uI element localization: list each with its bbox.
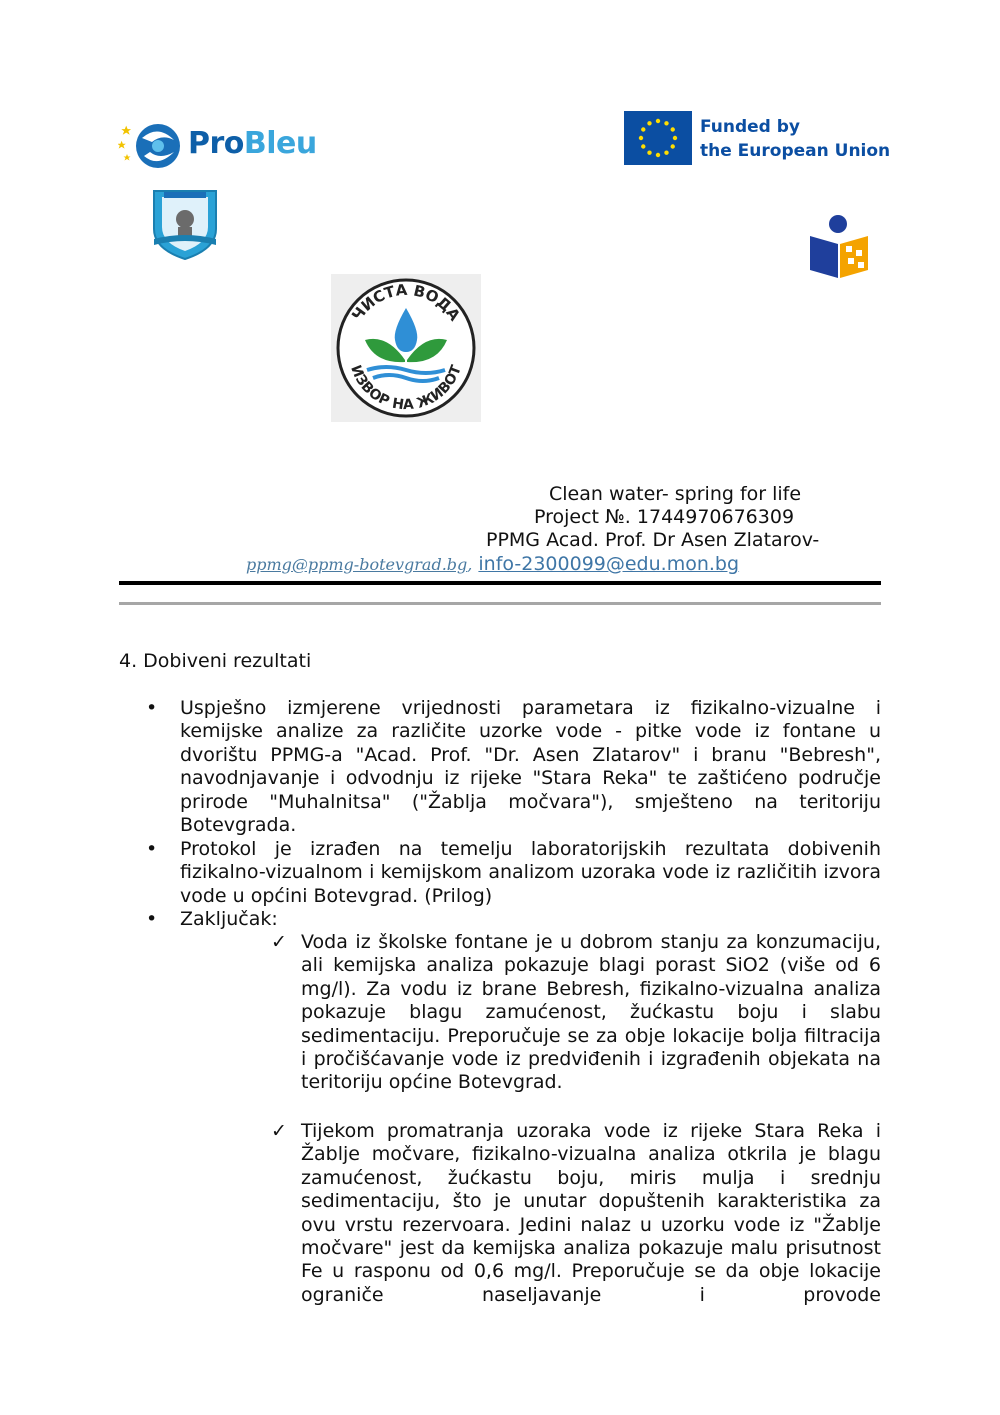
eu-flag-icon	[624, 111, 692, 165]
eu-star-icon	[641, 144, 645, 148]
section-heading: 4. Dobiveni rezultati	[119, 650, 312, 672]
education-emblem-icon	[808, 214, 874, 280]
probleu-pro-text: Pro	[188, 126, 244, 161]
clean-water-logo	[331, 274, 481, 422]
checkmark-icon: ✓	[271, 1120, 287, 1142]
conclusion-item-fountain-dam: Voda iz školske fontane je u dobrom stanju za konzumaciju, ali kemijska analiza pokazuje blagi porast SiO2 (više od 6 mg/l). Za vodu iz brane Bebresh, fizikalno-vizualna analiza pokazuje blagu zamućenost, žućkastu boju i slabu sedimentaciju. Preporučuje se za obje lokacije bolja filtracija i pročišćavanje vode iz predviđenih i izgrađenih objekata na teritoriju općine Botevgrad.	[301, 931, 881, 1094]
eu-star-icon	[647, 151, 651, 155]
email-link-ppmg[interactable]: ppmg@ppmg-botevgrad.bg	[246, 555, 468, 574]
eu-star-icon	[664, 121, 668, 125]
eu-funding-line1: Funded by	[700, 117, 801, 137]
eu-funding-label	[700, 115, 890, 163]
email-separator: ,	[467, 555, 473, 574]
project-number: Project №. 1744970676309	[534, 506, 795, 528]
bullet-item-measurements: Uspješno izmjerene vrijednosti parametara iz fizikalno-vizualne i kemijske analize za različite uzorke vode - pitke vode iz fontane u dvorištu PPMG-a "Acad. Prof. "Dr. Asen Zlatarov" i branu "Bebresh", navodnjavanje i odvodnju iz rijeke "Stara Reka" te zaštićeno područje prirode "Muhalnitsa" ("Žablja močvara"), smješteno na teritoriju Botevgrada.	[180, 697, 881, 837]
header-divider-gray	[119, 602, 881, 605]
eu-star-icon	[664, 151, 668, 155]
eu-star-icon	[671, 144, 675, 148]
water-logo-top-text: ЧИСТА ВОДА	[348, 280, 464, 325]
checkmark-icon: ✓	[271, 931, 287, 953]
probleu-wordmark	[188, 126, 317, 161]
header-divider-black	[119, 581, 881, 585]
eu-star-icon	[656, 119, 660, 123]
eu-star-icon	[671, 127, 675, 131]
bullet-icon: •	[146, 908, 158, 930]
bullet-icon: •	[146, 838, 158, 860]
contact-emails	[246, 553, 739, 576]
school-crest-icon	[150, 183, 220, 261]
bullet-item-conclusion: Zaključak:	[180, 908, 278, 930]
eu-star-icon	[639, 136, 643, 140]
email-link-info[interactable]: info-2300099@edu.mon.bg	[478, 553, 740, 575]
probleu-bleu-text: Bleu	[243, 126, 317, 161]
conclusion-item-river-marsh: Tijekom promatranja uzoraka vode iz rijeke Stara Reka i Žablje močvare, fizikalno-vizualna analiza otkrila je blagu zamućenost, žućkastu boju, miris mulja i srednju sedimentaciju, što je unutar dopuštenih karakteristika za ovu vrstu rezervoara. Jedini nalaz u uzorku vode iz "Žablje močvare" jest da kemijska analiza pokazuje malu prisutnost Fe u rasponu od 0,6 mg/l. Preporučuje se da obje lokacije ograniče naseljavanje i provode	[301, 1120, 881, 1306]
eu-star-icon	[641, 127, 645, 131]
project-title: Clean water- spring for life	[549, 483, 802, 505]
eu-star-icon	[673, 136, 677, 140]
school-name: PPMG Acad. Prof. Dr Asen Zlatarov-	[486, 529, 820, 551]
eu-funding-line2: the European Union	[700, 141, 891, 161]
water-logo-bottom-text: ИЗВОР НА ЖИВОТ	[347, 363, 465, 414]
probleu-swirl-icon	[118, 118, 188, 174]
bullet-icon: •	[146, 697, 158, 719]
eu-star-icon	[647, 121, 651, 125]
bullet-item-protocol: Protokol je izrađen na temelju laboratorijskih rezultata dobivenih fizikalno-vizualnom i kemijskom analizom uzoraka vode iz različitih izvora vode u općini Botevgrad. (Prilog)	[180, 838, 881, 907]
eu-star-icon	[656, 153, 660, 157]
